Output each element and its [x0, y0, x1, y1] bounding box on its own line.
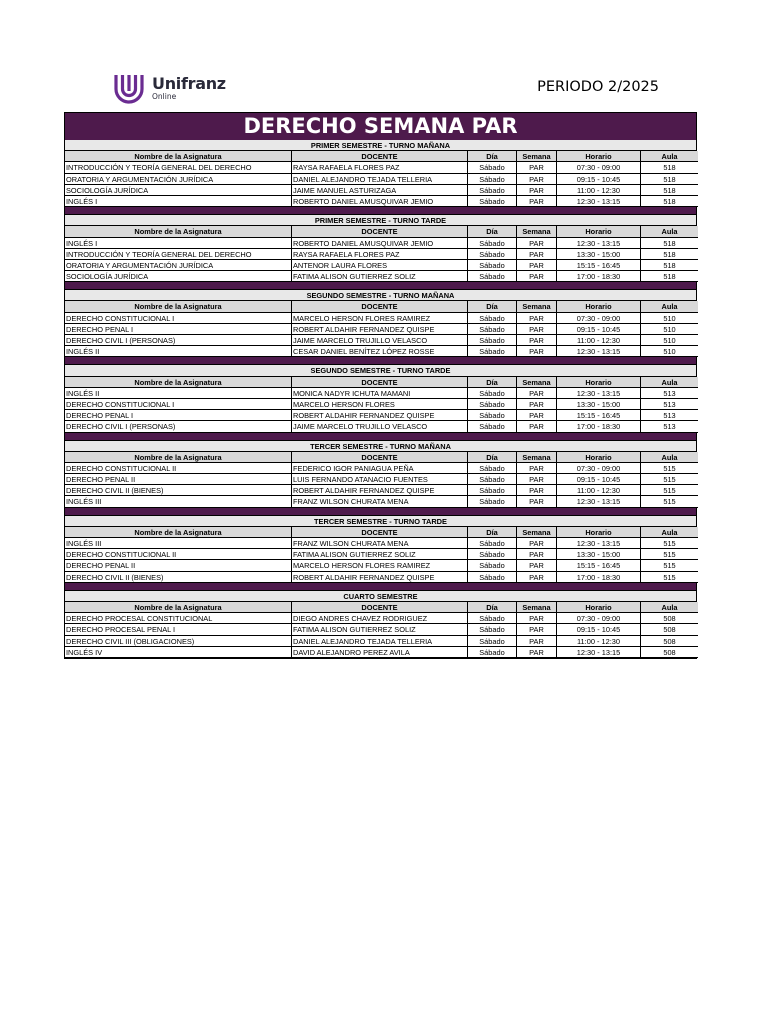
section-divider: [65, 583, 696, 591]
room-cell: 515: [641, 496, 698, 507]
section-divider: [65, 508, 696, 516]
room-cell: 513: [641, 421, 698, 432]
week-cell: PAR: [517, 485, 557, 496]
section-title: SEGUNDO SEMESTRE - TURNO MAÑANA: [65, 290, 696, 301]
day-cell: Sábado: [468, 335, 517, 346]
column-header: Día: [468, 452, 517, 463]
time-cell: 15:15 - 16:45: [557, 560, 641, 571]
table-row: [65, 196, 696, 207]
week-cell: PAR: [517, 388, 557, 399]
time-cell: 09:15 - 10:45: [557, 474, 641, 485]
column-header: Aula: [641, 301, 698, 312]
column-header: DOCENTE: [292, 301, 468, 312]
week-cell: PAR: [517, 174, 557, 185]
brand-name: Unifranz: [152, 73, 226, 93]
section-divider: [65, 282, 696, 290]
subject-cell: DERECHO PENAL I: [65, 410, 292, 421]
day-cell: Sábado: [468, 324, 517, 335]
subject-cell: DERECHO CONSTITUCIONAL I: [65, 313, 292, 324]
column-header: DOCENTE: [292, 377, 468, 388]
table-row: [65, 560, 696, 571]
week-cell: PAR: [517, 538, 557, 549]
week-cell: PAR: [517, 162, 557, 173]
teacher-cell: ROBERT ALDAHIR FERNANDEZ QUISPE: [292, 572, 468, 583]
day-cell: Sábado: [468, 249, 517, 260]
day-cell: Sábado: [468, 388, 517, 399]
room-cell: 518: [641, 162, 698, 173]
column-header: Nombre de la Asignatura: [65, 452, 292, 463]
column-header: Día: [468, 226, 517, 237]
column-header: DOCENTE: [292, 602, 468, 613]
column-header: Aula: [641, 527, 698, 538]
day-cell: Sábado: [468, 410, 517, 421]
day-cell: Sábado: [468, 647, 517, 658]
week-cell: PAR: [517, 335, 557, 346]
table-row: [65, 463, 696, 474]
subject-cell: DERECHO CIVIL II (BIENES): [65, 572, 292, 583]
week-cell: PAR: [517, 238, 557, 249]
day-cell: Sábado: [468, 463, 517, 474]
table-row: [65, 485, 696, 496]
time-cell: 15:15 - 16:45: [557, 260, 641, 271]
column-header: Semana: [517, 301, 557, 312]
time-cell: 12:30 - 13:15: [557, 647, 641, 658]
table-row: [65, 624, 696, 635]
room-cell: 508: [641, 624, 698, 635]
column-header: Horario: [557, 452, 641, 463]
time-cell: 13:30 - 15:00: [557, 249, 641, 260]
table-row: [65, 249, 696, 260]
subject-cell: INGLÉS III: [65, 496, 292, 507]
subject-cell: DERECHO CIVIL I (PERSONAS): [65, 421, 292, 432]
table-row: [65, 185, 696, 196]
table-row: [65, 474, 696, 485]
time-cell: 07:30 - 09:00: [557, 463, 641, 474]
column-header: Horario: [557, 226, 641, 237]
subject-cell: SOCIOLOGÍA JURÍDICA: [65, 271, 292, 282]
table-row: [65, 399, 696, 410]
room-cell: 510: [641, 324, 698, 335]
column-header: Semana: [517, 151, 557, 162]
day-cell: Sábado: [468, 196, 517, 207]
table-row: [65, 572, 696, 583]
room-cell: 508: [641, 647, 698, 658]
subject-cell: ORATORIA Y ARGUMENTACIÓN JURÍDICA: [65, 260, 292, 271]
column-header: DOCENTE: [292, 452, 468, 463]
teacher-cell: ROBERT ALDAHIR FERNANDEZ QUISPE: [292, 485, 468, 496]
table-row: [65, 496, 696, 507]
page-title: DERECHO SEMANA PAR: [65, 113, 696, 140]
week-cell: PAR: [517, 271, 557, 282]
table-row: [65, 421, 696, 432]
table-row: [65, 260, 696, 271]
room-cell: 518: [641, 174, 698, 185]
column-header: Horario: [557, 527, 641, 538]
table-row: [65, 647, 696, 658]
week-cell: PAR: [517, 410, 557, 421]
time-cell: 17:00 - 18:30: [557, 271, 641, 282]
column-header: Horario: [557, 301, 641, 312]
teacher-cell: JAIME MARCELO TRUJILLO VELASCO: [292, 335, 468, 346]
table-header-row: [65, 602, 696, 613]
time-cell: 17:00 - 18:30: [557, 421, 641, 432]
subject-cell: SOCIOLOGÍA JURÍDICA: [65, 185, 292, 196]
room-cell: 508: [641, 613, 698, 624]
column-header: Semana: [517, 527, 557, 538]
column-header: Nombre de la Asignatura: [65, 301, 292, 312]
column-header: Aula: [641, 602, 698, 613]
subject-cell: INGLÉS III: [65, 538, 292, 549]
room-cell: 518: [641, 260, 698, 271]
week-cell: PAR: [517, 549, 557, 560]
room-cell: 518: [641, 185, 698, 196]
subject-cell: INGLÉS II: [65, 346, 292, 357]
time-cell: 07:30 - 09:00: [557, 613, 641, 624]
teacher-cell: ROBERT ALDAHIR FERNANDEZ QUISPE: [292, 410, 468, 421]
week-cell: PAR: [517, 346, 557, 357]
week-cell: PAR: [517, 313, 557, 324]
teacher-cell: FATIMA ALISON GUTIERREZ SOLIZ: [292, 624, 468, 635]
room-cell: 515: [641, 549, 698, 560]
day-cell: Sábado: [468, 485, 517, 496]
teacher-cell: JAIME MARCELO TRUJILLO VELASCO: [292, 421, 468, 432]
table-row: [65, 335, 696, 346]
week-cell: PAR: [517, 496, 557, 507]
room-cell: 513: [641, 410, 698, 421]
day-cell: Sábado: [468, 572, 517, 583]
room-cell: 515: [641, 463, 698, 474]
column-header: Horario: [557, 151, 641, 162]
table-row: [65, 636, 696, 647]
room-cell: 515: [641, 474, 698, 485]
column-header: Horario: [557, 602, 641, 613]
section-divider: [65, 357, 696, 365]
day-cell: Sábado: [468, 271, 517, 282]
section-title: PRIMER SEMESTRE - TURNO MAÑANA: [65, 140, 696, 151]
room-cell: 510: [641, 313, 698, 324]
time-cell: 11:00 - 12:30: [557, 185, 641, 196]
teacher-cell: DAVID ALEJANDRO PEREZ AVILA: [292, 647, 468, 658]
teacher-cell: JAIME MANUEL ASTURIZAGA: [292, 185, 468, 196]
table-header-row: [65, 377, 696, 388]
column-header: Nombre de la Asignatura: [65, 151, 292, 162]
column-header: Nombre de la Asignatura: [65, 377, 292, 388]
week-cell: PAR: [517, 324, 557, 335]
teacher-cell: MONICA NADYR ICHUTA MAMANI: [292, 388, 468, 399]
time-cell: 12:30 - 13:15: [557, 538, 641, 549]
column-header: Semana: [517, 602, 557, 613]
subject-cell: DERECHO PENAL I: [65, 324, 292, 335]
day-cell: Sábado: [468, 421, 517, 432]
column-header: DOCENTE: [292, 527, 468, 538]
room-cell: 515: [641, 560, 698, 571]
subject-cell: INGLÉS I: [65, 238, 292, 249]
time-cell: 12:30 - 13:15: [557, 496, 641, 507]
day-cell: Sábado: [468, 346, 517, 357]
teacher-cell: DIEGO ANDRES CHAVEZ RODRIGUEZ: [292, 613, 468, 624]
subject-cell: DERECHO PROCESAL PENAL I: [65, 624, 292, 635]
room-cell: 518: [641, 249, 698, 260]
teacher-cell: MARCELO HERSON FLORES RAMIREZ: [292, 560, 468, 571]
table-row: [65, 346, 696, 357]
time-cell: 07:30 - 09:00: [557, 162, 641, 173]
column-header: Día: [468, 527, 517, 538]
week-cell: PAR: [517, 613, 557, 624]
day-cell: Sábado: [468, 560, 517, 571]
schedule-sections: [65, 140, 696, 658]
table-header-row: [65, 226, 696, 237]
room-cell: 510: [641, 335, 698, 346]
table-row: [65, 324, 696, 335]
time-cell: 13:30 - 15:00: [557, 549, 641, 560]
day-cell: Sábado: [468, 162, 517, 173]
day-cell: Sábado: [468, 624, 517, 635]
day-cell: Sábado: [468, 636, 517, 647]
section-title: PRIMER SEMESTRE - TURNO TARDE: [65, 215, 696, 226]
room-cell: 515: [641, 485, 698, 496]
day-cell: Sábado: [468, 174, 517, 185]
subject-cell: INGLÉS I: [65, 196, 292, 207]
column-header: Aula: [641, 377, 698, 388]
table-header-row: [65, 452, 696, 463]
subject-cell: DERECHO CIVIL I (PERSONAS): [65, 335, 292, 346]
table-row: [65, 238, 696, 249]
column-header: Semana: [517, 377, 557, 388]
subject-cell: DERECHO PENAL II: [65, 474, 292, 485]
time-cell: 07:30 - 09:00: [557, 313, 641, 324]
time-cell: 12:30 - 13:15: [557, 388, 641, 399]
column-header: DOCENTE: [292, 226, 468, 237]
schedule-sheet: [64, 112, 697, 659]
subject-cell: INTRODUCCIÓN Y TEORÍA GENERAL DEL DERECHO: [65, 162, 292, 173]
column-header: Día: [468, 377, 517, 388]
table-header-row: [65, 527, 696, 538]
column-header: Semana: [517, 226, 557, 237]
subject-cell: INTRODUCCIÓN Y TEORÍA GENERAL DEL DERECHO: [65, 249, 292, 260]
day-cell: Sábado: [468, 313, 517, 324]
subject-cell: DERECHO CONSTITUCIONAL I: [65, 399, 292, 410]
table-row: [65, 549, 696, 560]
teacher-cell: LUIS FERNANDO ATANACIO FUENTES: [292, 474, 468, 485]
subject-cell: DERECHO PENAL II: [65, 560, 292, 571]
column-header: Aula: [641, 452, 698, 463]
day-cell: Sábado: [468, 474, 517, 485]
week-cell: PAR: [517, 572, 557, 583]
table-row: [65, 313, 696, 324]
section-title: SEGUNDO SEMESTRE - TURNO TARDE: [65, 365, 696, 376]
week-cell: PAR: [517, 421, 557, 432]
periodo-label: PERIODO 2/2025: [537, 79, 659, 95]
day-cell: Sábado: [468, 613, 517, 624]
teacher-cell: DANIEL ALEJANDRO TEJADA TELLERIA: [292, 636, 468, 647]
time-cell: 11:00 - 12:30: [557, 335, 641, 346]
time-cell: 13:30 - 15:00: [557, 399, 641, 410]
teacher-cell: MARCELO HERSON FLORES RAMIREZ: [292, 313, 468, 324]
column-header: Semana: [517, 452, 557, 463]
teacher-cell: FRANZ WILSON CHURATA MENA: [292, 538, 468, 549]
day-cell: Sábado: [468, 496, 517, 507]
teacher-cell: FATIMA ALISON GUTIERREZ SOLIZ: [292, 271, 468, 282]
column-header: Nombre de la Asignatura: [65, 602, 292, 613]
week-cell: PAR: [517, 260, 557, 271]
teacher-cell: ROBERT ALDAHIR FERNANDEZ QUISPE: [292, 324, 468, 335]
week-cell: PAR: [517, 560, 557, 571]
week-cell: PAR: [517, 196, 557, 207]
subject-cell: DERECHO CIVIL III (OBLIGACIONES): [65, 636, 292, 647]
column-header: Nombre de la Asignatura: [65, 527, 292, 538]
day-cell: Sábado: [468, 260, 517, 271]
section-title: TERCER SEMESTRE - TURNO MAÑANA: [65, 441, 696, 452]
room-cell: 513: [641, 399, 698, 410]
day-cell: Sábado: [468, 549, 517, 560]
subject-cell: INGLÉS IV: [65, 647, 292, 658]
table-row: [65, 174, 696, 185]
week-cell: PAR: [517, 647, 557, 658]
time-cell: 15:15 - 16:45: [557, 410, 641, 421]
time-cell: 12:30 - 13:15: [557, 238, 641, 249]
day-cell: Sábado: [468, 185, 517, 196]
week-cell: PAR: [517, 636, 557, 647]
teacher-cell: CESAR DANIEL BENÍTEZ LÓPEZ ROSSE: [292, 346, 468, 357]
subject-cell: DERECHO CONSTITUCIONAL II: [65, 549, 292, 560]
room-cell: 508: [641, 636, 698, 647]
teacher-cell: FATIMA ALISON GUTIERREZ SOLIZ: [292, 549, 468, 560]
week-cell: PAR: [517, 624, 557, 635]
subject-cell: ORATORIA Y ARGUMENTACIÓN JURÍDICA: [65, 174, 292, 185]
table-row: [65, 538, 696, 549]
teacher-cell: FRANZ WILSON CHURATA MENA: [292, 496, 468, 507]
column-header: Día: [468, 602, 517, 613]
week-cell: PAR: [517, 185, 557, 196]
room-cell: 513: [641, 388, 698, 399]
time-cell: 11:00 - 12:30: [557, 636, 641, 647]
teacher-cell: RAYSA RAFAELA FLORES PAZ: [292, 162, 468, 173]
day-cell: Sábado: [468, 538, 517, 549]
column-header: Nombre de la Asignatura: [65, 226, 292, 237]
section-divider: [65, 433, 696, 441]
teacher-cell: ANTENOR LAURA FLORES: [292, 260, 468, 271]
week-cell: PAR: [517, 463, 557, 474]
teacher-cell: ROBERTO DANIEL AMUSQUIVAR JEMIO: [292, 196, 468, 207]
room-cell: 518: [641, 271, 698, 282]
table-row: [65, 613, 696, 624]
subject-cell: INGLÉS II: [65, 388, 292, 399]
day-cell: Sábado: [468, 238, 517, 249]
week-cell: PAR: [517, 399, 557, 410]
table-row: [65, 271, 696, 282]
table-row: [65, 410, 696, 421]
column-header: Aula: [641, 226, 698, 237]
room-cell: 515: [641, 538, 698, 549]
table-header-row: [65, 151, 696, 162]
column-header: DOCENTE: [292, 151, 468, 162]
teacher-cell: RAYSA RAFAELA FLORES PAZ: [292, 249, 468, 260]
time-cell: 12:30 - 13:15: [557, 196, 641, 207]
column-header: Horario: [557, 377, 641, 388]
week-cell: PAR: [517, 249, 557, 260]
time-cell: 11:00 - 12:30: [557, 485, 641, 496]
section-title: CUARTO SEMESTRE: [65, 591, 696, 602]
time-cell: 17:00 - 18:30: [557, 572, 641, 583]
week-cell: PAR: [517, 474, 557, 485]
section-divider: [65, 207, 696, 215]
room-cell: 518: [641, 196, 698, 207]
time-cell: 09:15 - 10:45: [557, 324, 641, 335]
subject-cell: DERECHO CONSTITUCIONAL II: [65, 463, 292, 474]
column-header: Día: [468, 301, 517, 312]
column-header: Aula: [641, 151, 698, 162]
unifranz-logo: [112, 72, 226, 104]
subject-cell: DERECHO PROCESAL CONSTITUCIONAL: [65, 613, 292, 624]
room-cell: 518: [641, 238, 698, 249]
time-cell: 12:30 - 13:15: [557, 346, 641, 357]
table-row: [65, 162, 696, 173]
teacher-cell: MARCELO HERSON FLORES: [292, 399, 468, 410]
room-cell: 510: [641, 346, 698, 357]
teacher-cell: FEDERICO IGOR PANIAGUA PEÑA: [292, 463, 468, 474]
time-cell: 09:15 - 10:45: [557, 174, 641, 185]
day-cell: Sábado: [468, 399, 517, 410]
room-cell: 515: [641, 572, 698, 583]
column-header: Día: [468, 151, 517, 162]
section-title: TERCER SEMESTRE - TURNO TARDE: [65, 516, 696, 527]
teacher-cell: DANIEL ALEJANDRO TEJADA TELLERIA: [292, 174, 468, 185]
brand-sub: Online: [152, 91, 177, 101]
table-row: [65, 388, 696, 399]
unifranz-logo-icon: [112, 72, 146, 104]
teacher-cell: ROBERTO DANIEL AMUSQUIVAR JEMIO: [292, 238, 468, 249]
table-header-row: [65, 301, 696, 312]
time-cell: 09:15 - 10:45: [557, 624, 641, 635]
subject-cell: DERECHO CIVIL II (BIENES): [65, 485, 292, 496]
